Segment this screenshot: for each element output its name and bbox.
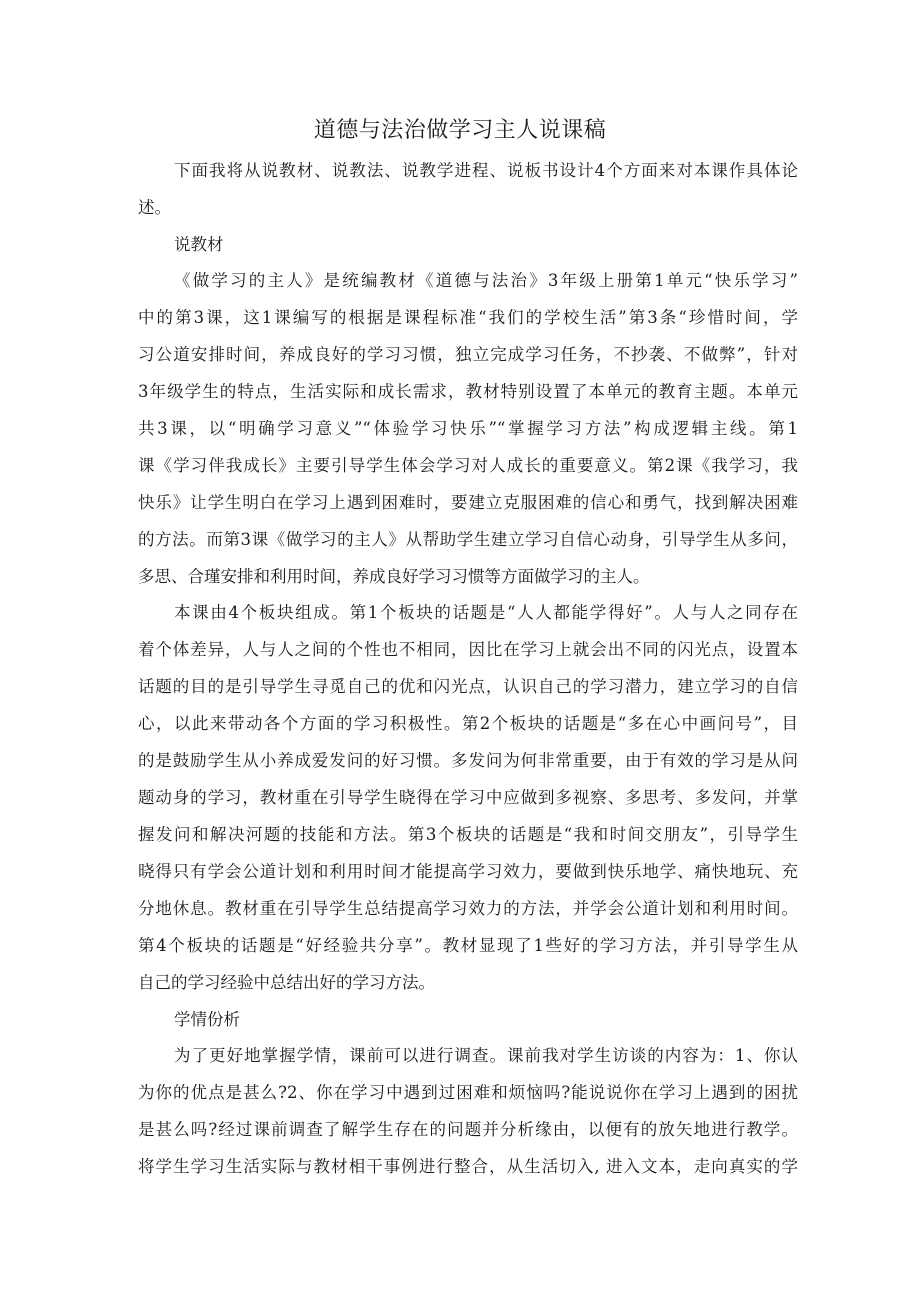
para-2-line-1: 本课由4个板块组成。第1个板块的话题是“人人都能学得好”。人与人之同存在 (174, 603, 798, 622)
para-2-line-3: 话题的目的是引导学生寻觅自己的优和闪光点，认识自己的学习潜力，建立学习的自信 (138, 677, 798, 696)
para-1-line-3: 习公道安排时间，养成良好的学习习惯，独立完成学习任务，不抄袭、不做弊”，针对 (138, 345, 798, 364)
para-1-line-1: 《做学习的主人》是统编教材《道德与法治》3年级上册第1单元“快乐学习” (174, 271, 798, 290)
para-3-line-2: 为你的优点是甚么?2、你在学习中遇到过困难和烦恼吗?能说说你在学习上遇到的困扰 (138, 1083, 798, 1102)
para-1-line-6: 课《学习伴我成长》主要引导学生体会学习对人成长的重要意义。第2课《我学习，我 (138, 456, 798, 475)
para-2-line-2: 着个体差异，人与人之间的个性也不相同，因比在学习上就会出不同的闪光点，设置本 (138, 640, 798, 659)
para-2-line-8: 晓得只有学会公道计划和利用时间才能提高学习效力，要做到快乐地学、痛快地玩、充 (138, 862, 798, 881)
para-3-line-3: 是甚么吗?经过课前调查了解学生存在的问题并分析缘由，以便有的放矢地进行教学。 (138, 1120, 798, 1139)
para-2-line-9: 分地休息。教材重在引导学生总结提高学习效力的方法，并学会公道计划和利用时间。 (138, 899, 798, 918)
para-1-line-7: 快乐》让学生明白在学习上遇到困难时，要建立克服困难的信心和勇气，找到解决困难 (138, 493, 798, 512)
section-heading-student-analysis: 学情份析 (174, 1010, 240, 1029)
para-1-line-4: 3年级学生的特点，生活实际和成长需求，教材特别设置了本单元的教育主题。本单元 (138, 382, 798, 401)
para-2-line-7: 握发问和解决河题的技能和方法。第3个板块的话题是“我和时间交朋友”，引导学生 (138, 825, 798, 844)
intro-line-1: 下面我将从说教材、说教法、说教学进程、说板书设计4个方面来对本课作具体论 (174, 161, 798, 180)
para-1-line-5: 共3课，以“明确学习意义”“体验学习快乐”“掌握学习方法”构成逻辑主线。第1 (138, 419, 798, 438)
section-heading-textbook: 说教材 (174, 235, 224, 254)
document-title: 道德与法治做学习主人说课稿 (313, 118, 607, 143)
para-2-line-4: 心，以此来带动各个方面的学习积极性。第2个板块的话题是“多在心中画问号”，目 (138, 714, 798, 733)
para-3-line-4: 将学生学习生活实际与教材相干事例进行整合，从生活切入, 进入文本，走向真实的学 (138, 1157, 798, 1176)
intro-line-2: 述。 (138, 198, 171, 217)
para-2-line-6: 题动身的学习，教材重在引导学生晓得在学习中应做到多视察、多思考、多发问，并掌 (138, 788, 798, 807)
para-1-line-2: 中的第3课，这1课编写的根据是课程标准“我们的学校生活”第3条“珍惜时间，学 (138, 308, 798, 327)
para-1-line-9: 多思、合瑾安排和利用时间，养成良好学习习惯等方面做学习的主人。 (138, 567, 650, 586)
para-2-line-11: 自己的学习经验中总结出好的学习方法。 (138, 973, 435, 992)
para-3-line-1: 为了更好地掌握学情，课前可以进行调查。课前我对学生访谈的内容为：1、你认 (174, 1046, 798, 1065)
para-2-line-5: 的是鼓励学生从小养成爱发问的好习惯。多发问为何非常重要，由于有效的学习是从问 (138, 751, 798, 770)
para-2-line-10: 第4个板块的话题是“好经验共分享”。教材显现了1些好的学习方法，并引导学生从 (138, 936, 798, 955)
para-1-line-8: 的方法。而第3课《做学习的主人》从帮助学生建立学习自信心动身，引导学生从多问， (138, 530, 798, 549)
